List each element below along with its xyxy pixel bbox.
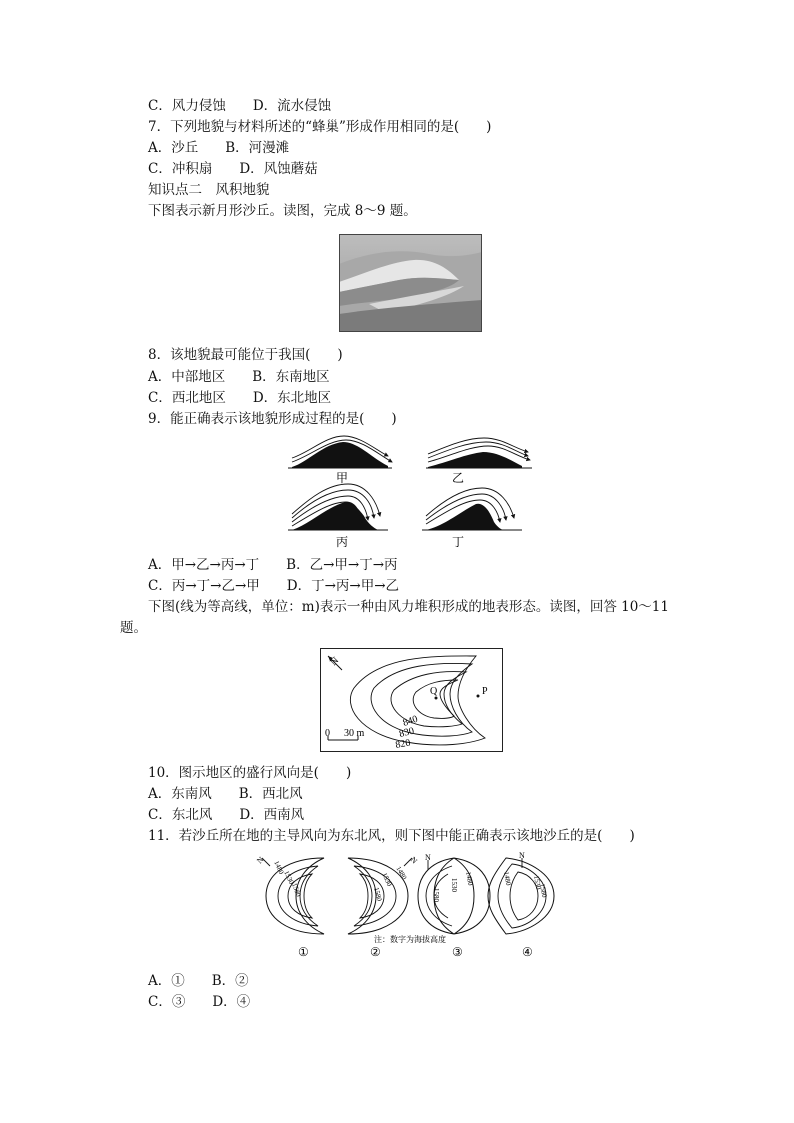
- stage-a-diagram: [288, 436, 392, 468]
- option-line: A．东南风 B．西北风: [148, 786, 303, 802]
- scale-label: 30 m: [344, 728, 365, 739]
- option-line: A．沙丘 B．河漫滩: [148, 140, 290, 156]
- option-4-number: ④: [522, 945, 533, 959]
- option-3-diagram: [418, 858, 490, 934]
- option-line: C．东北风 D．西南风: [148, 807, 305, 823]
- question-8: 8．该地貌最可能位于我国( ): [148, 347, 343, 363]
- o1-v1480: 1480: [272, 859, 286, 876]
- o3-north: N: [425, 853, 431, 862]
- point-q-label: Q: [430, 686, 438, 697]
- intro-text: 下图表示新月形沙丘。读图，完成 8～9 题。: [148, 203, 417, 219]
- options-note: 注：数字为海拔高度: [374, 935, 446, 944]
- dune-options-figure: [255, 851, 563, 960]
- stage-a-label: 甲: [336, 471, 349, 485]
- contour-820-label: 820: [394, 737, 412, 751]
- contour-840-label: 840: [401, 713, 420, 729]
- o4-v1530: 1530: [532, 874, 543, 891]
- o2-north: N: [408, 855, 420, 866]
- contour-830-label: 830: [398, 725, 416, 740]
- option-2-number: ②: [370, 945, 381, 959]
- o2-v1530: 1530: [380, 871, 394, 888]
- option-line: A．甲→乙→丙→丁 B．乙→甲→丁→丙: [148, 557, 398, 573]
- stage-c-label: 丙: [336, 535, 349, 549]
- option-line: A．中部地区 B．东南地区: [148, 369, 330, 385]
- o4-v1580: 1580: [538, 882, 549, 899]
- question-11: 11．若沙丘所在地的主导风向为东北风，则下图中能正确表示该地沙丘的是( ): [148, 828, 635, 844]
- point-p-label: P: [482, 686, 488, 697]
- o3-v1580: 1580: [432, 888, 440, 902]
- o2-v1580: 1580: [372, 886, 384, 903]
- o4-v1480: 1480: [502, 870, 513, 887]
- dune-photo: [339, 234, 482, 332]
- contour-map: [320, 648, 503, 752]
- section-heading: 知识点二 风积地貌: [148, 182, 270, 198]
- o3-v1530: 1530: [450, 878, 458, 892]
- intro-text-cont: 题。: [120, 620, 147, 636]
- o3-v1480: 1480: [464, 870, 475, 887]
- scale-zero-label: 0: [325, 728, 330, 739]
- north-label: N: [328, 655, 342, 669]
- question-7: 7．下列地貌与材料所述的“蜂巢”形成作用相同的是( ): [148, 119, 492, 135]
- question-10: 10．图示地区的盛行风向是( ): [148, 765, 352, 781]
- option-line: C．丙→丁→乙→甲 D．丁→丙→甲→乙: [148, 578, 400, 594]
- question-9: 9．能正确表示该地貌形成过程的是( ): [148, 411, 397, 427]
- option-line: C．③ D．④: [148, 994, 251, 1010]
- dune-stages-figure: [288, 432, 538, 552]
- o2-v1480: 1480: [394, 865, 409, 882]
- option-line: C．风力侵蚀 D．流水侵蚀: [148, 98, 332, 114]
- option-line: C．冲积扇 D．风蚀蘑菇: [148, 161, 318, 177]
- option-3-number: ③: [452, 945, 463, 959]
- o1-v1580: 1580: [290, 881, 303, 898]
- stage-d-label: 丁: [452, 535, 465, 549]
- intro-text: 下图(线为等高线，单位：m)表示一种由风力堆积形成的地表形态。读图，回答 10～11: [148, 599, 669, 615]
- option-line: C．西北地区 D．东北地区: [148, 390, 332, 406]
- option-line: A．① B．②: [148, 973, 249, 989]
- o4-north: N: [519, 851, 525, 860]
- option-1-diagram: [262, 858, 324, 934]
- stage-c-diagram: [288, 484, 388, 530]
- o1-v1530: 1530: [282, 869, 296, 886]
- stage-d-diagram: [422, 488, 522, 530]
- stage-b-diagram: [426, 438, 532, 468]
- option-1-number: ①: [298, 945, 309, 959]
- stage-b-label: 乙: [452, 471, 465, 485]
- o1-north: N: [255, 854, 266, 866]
